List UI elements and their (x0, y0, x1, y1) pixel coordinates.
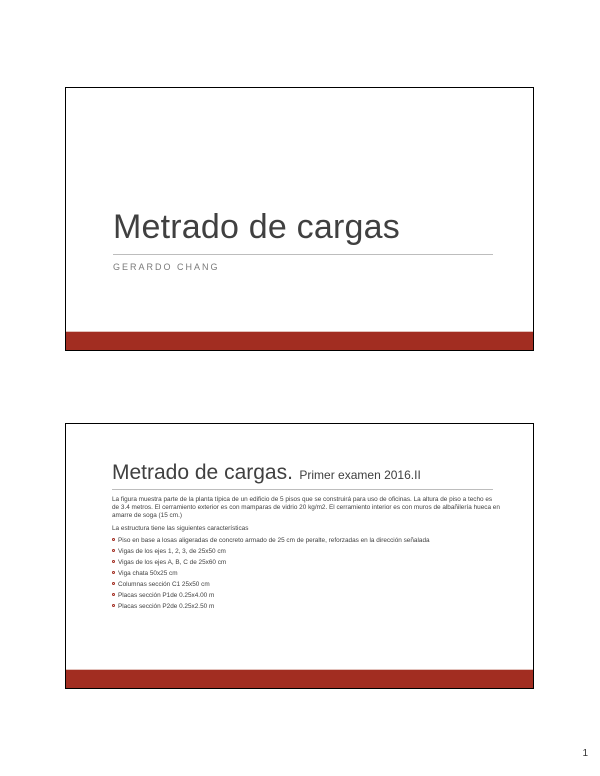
slide-2-title-main: Metrado de cargas. (112, 461, 293, 484)
bullet-icon (112, 549, 115, 552)
bullet-icon (112, 593, 115, 596)
slide-1-title: Metrado de cargas (113, 208, 400, 246)
slide-2 (65, 423, 534, 689)
slide-2-intro-paragraph: La figura muestra parte de la planta típica de un edificio de 5 pisos que se construirá para uso de oficinas. La altura de piso a techo es de 3.4 metros. El cerramiento exterior es con mamparas de vidrio 20 kg/m2. El cerramiento interior es con muros de albañilería hueca en amarre de soga (15 cm.) (112, 496, 500, 519)
slide-2-title-rule (112, 489, 493, 490)
list-item-text: Piso en base a losas aligeradas de concreto armado de 25 cm de peralte, reforzadas en la dirección señalada (118, 537, 430, 544)
list-item-text: Columnas sección C1 25x50 cm (118, 581, 210, 588)
page-number: 1 (582, 748, 588, 759)
slide-1-subtitle: GERARDO CHANG (113, 262, 220, 272)
list-item-text: Vigas de los ejes 1, 2, 3, de 25x50 cm (118, 548, 226, 555)
slide-1 (65, 87, 534, 351)
slide-2-footer-bar (66, 670, 533, 688)
slide-2-title (112, 461, 421, 485)
list-item (112, 601, 500, 612)
list-item (112, 579, 500, 590)
bullet-icon (112, 582, 115, 585)
list-item-text: Placas sección P1de 0.25x4.00 m (118, 592, 215, 599)
slide-1-footer-bar (66, 332, 533, 350)
slide-1-title-rule (113, 254, 493, 255)
slide-2-lead-text: La estructura tiene las siguientes características (112, 525, 249, 532)
bullet-icon (112, 560, 115, 563)
list-item (112, 557, 500, 568)
list-item (112, 590, 500, 601)
list-item (112, 535, 500, 546)
slide-2-title-sub: Primer examen 2016.II (299, 468, 421, 482)
bullet-icon (112, 571, 115, 574)
slide-2-body (112, 496, 500, 612)
bullet-icon (112, 538, 115, 541)
slide-2-bullet-list (112, 535, 500, 612)
list-item (112, 568, 500, 579)
list-item-text: Vigas de los ejes A, B, C de 25x60 cm (118, 559, 227, 566)
list-item-text: Viga chata 50x25 cm (118, 570, 178, 577)
bullet-icon (112, 604, 115, 607)
list-item (112, 546, 500, 557)
list-item-text: Placas sección P2de 0.25x2.50 m (118, 603, 215, 610)
